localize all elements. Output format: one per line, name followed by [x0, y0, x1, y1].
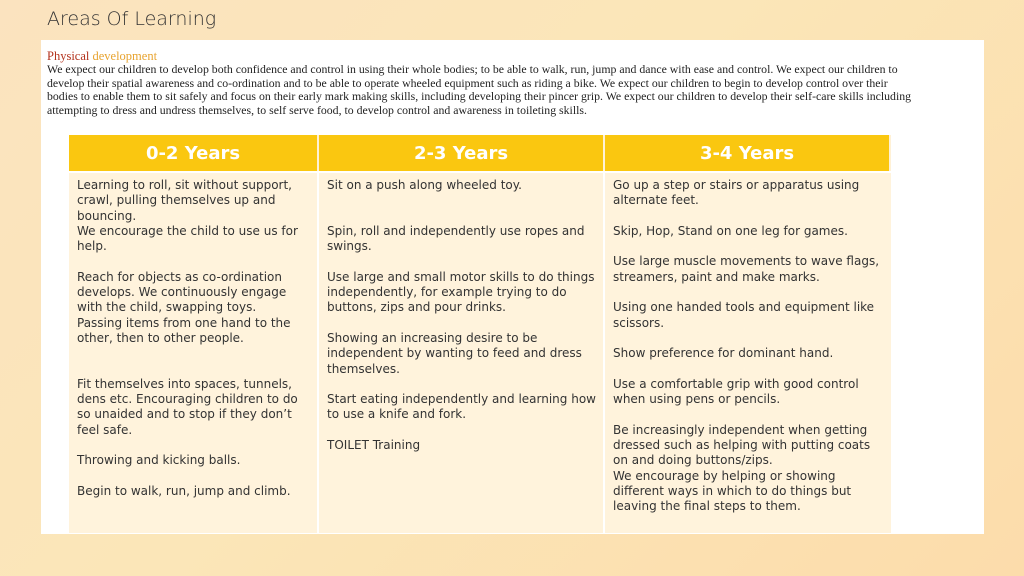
list-item: Use large muscle movements to wave flags, streamers, paint and make marks. — [613, 254, 880, 284]
list-item: Throwing and kicking balls. — [77, 453, 241, 468]
list-item: Go up a step or stairs or apparatus using alternate feet. — [613, 178, 860, 208]
list-item: Passing items from one hand to the other, then to other people. — [77, 315, 291, 345]
section-intro: We expect our children to develop both confidence and control in using their whole bodies; to be able to walk, run, jump and dance with ease and control. We expect our children to develop their spatial awareness and co-ordination and to be able to operate wheeled equipment such as riding a bike. We expect our children to begin to develop control over their bodies to enable them to sit safely and focus on their early mark making skills, including developing their pincer grip. We expect our children to develop their self-care skills including attempting to dress and undress themselves, to self serve food, to develop control and awareness in toileting skills. — [47, 62, 912, 117]
list-item: Learning to roll, sit without support, crawl, pulling themselves up and bouncing. — [77, 178, 292, 223]
column-header-2-3-years: 2-3 Years — [319, 135, 605, 171]
content-card — [41, 40, 984, 534]
list-item: Show preference for dominant hand. — [613, 346, 834, 361]
column-cell-0-2-years — [69, 171, 319, 533]
list-item: TOILET Training — [327, 438, 421, 453]
list-item: Sit on a push along wheeled toy. — [327, 178, 522, 192]
list-item: Showing an increasing desire to be independent by wanting to feed and dress themselves. — [327, 330, 582, 376]
column-header-3-4-years: 3-4 Years — [605, 135, 891, 171]
list-item: Be increasingly independent when getting dressed such as helping with putting coats on and doing buttons/zips. — [613, 422, 871, 468]
list-item: Fit themselves into spaces, tunnels, dens etc. Encouraging children to do so unaided and to stop if they don’t feel safe. — [77, 376, 298, 437]
list-item: Start eating independently and learning how to use a knife and fork. — [327, 392, 596, 422]
list-item: Using one handed tools and equipment like scissors. — [613, 300, 875, 330]
column-cell-3-4-years — [605, 171, 891, 533]
section-heading-part1: Physical — [47, 49, 90, 63]
list-item: We encourage the child to use us for help. — [77, 223, 298, 254]
list-item: We encourage by helping or showing different ways in which to do things but leaving the final steps to them. — [613, 468, 852, 514]
column-cell-2-3-years — [319, 171, 605, 533]
list-item: Begin to walk, run, jump and climb. — [77, 483, 291, 498]
list-item: Spin, roll and independently use ropes and swings. — [327, 223, 585, 254]
page-title: Areas Of Learning — [47, 8, 217, 30]
column-header-0-2-years: 0-2 Years — [69, 135, 319, 171]
section-heading-part2: development — [89, 49, 158, 63]
list-item: Skip, Hop, Stand on one leg for games. — [613, 223, 848, 238]
age-stage-table — [69, 135, 891, 533]
list-item: Use a comfortable grip with good control when using pens or pencils. — [613, 376, 859, 407]
list-item: Use large and small motor skills to do things independently, for example trying to do buttons, zips and pour drinks. — [327, 269, 595, 315]
list-item: Reach for objects as co-ordination develops. We continuously engage with the child, swapping toys. — [77, 269, 287, 315]
